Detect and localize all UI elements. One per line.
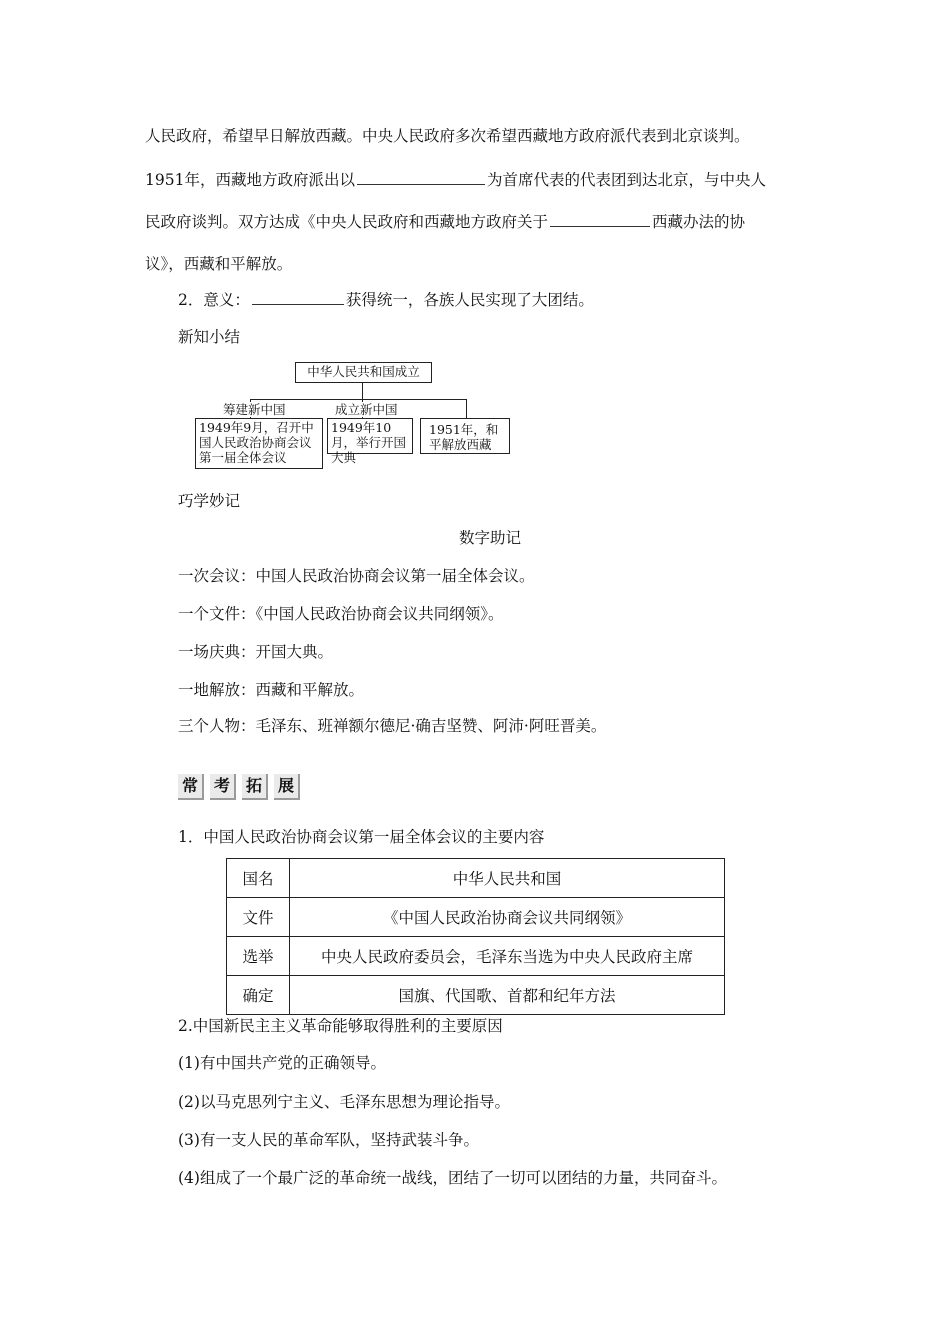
table-value: 国旗、代国歌、首都和纪年方法 [290, 976, 725, 1015]
answer-blank[interactable] [252, 290, 344, 305]
mnemonic-item: 三个人物：毛泽东、班禅额尔德尼·确吉坚赞、阿沛·阿旺晋美。 [178, 717, 607, 735]
text-fragment: 1951年，西藏地方政府派出以 [145, 171, 355, 189]
paragraph-line: 人民政府，希望早日解放西藏。中央人民政府多次希望西藏地方政府派代表到北京谈判。 [145, 127, 750, 145]
diagram-root-box: 中华人民共和国成立 [295, 362, 432, 383]
mnemonic-item: 一个文件：《中国人民政治协商会议共同纲领》。 [178, 605, 504, 623]
section-header-char: 拓 [242, 774, 268, 800]
table-key: 文件 [227, 898, 290, 937]
table-key: 选举 [227, 937, 290, 976]
text-fragment: 民政府谈判。双方达成《中央人民政府和西藏地方政府关于 [145, 213, 549, 231]
section-header-char: 展 [274, 774, 300, 800]
section-header-char: 常 [178, 774, 204, 800]
paragraph-line [145, 170, 766, 190]
summary-title: 新知小结 [178, 328, 241, 346]
table-row [227, 859, 725, 898]
mnemonic-item: 一场庆典：开国大典。 [178, 643, 334, 661]
cppcc-content-table [226, 858, 725, 1015]
answer-blank[interactable] [357, 170, 485, 185]
reason-item: (3)有一支人民的革命军队，坚持武装斗争。 [178, 1131, 479, 1149]
item1-title: 1．中国人民政治协商会议第一届全体会议的主要内容 [178, 828, 545, 846]
paragraph-line: 议》，西藏和平解放。 [145, 255, 293, 273]
mnemonic-item: 一次会议：中国人民政治协商会议第一届全体会议。 [178, 567, 535, 585]
significance-line [178, 290, 594, 310]
connector-line [250, 399, 466, 400]
table-value: 中央人民政府委员会，毛泽东当选为中央人民政府主席 [290, 937, 725, 976]
memory-title: 巧学妙记 [178, 492, 241, 510]
mnemonic-title: 数字助记 [459, 529, 522, 547]
answer-blank[interactable] [550, 212, 650, 227]
text-fragment: 为首席代表的代表团到达北京，与中央人 [486, 171, 766, 189]
table-value: 《中国人民政治协商会议共同纲领》 [290, 898, 725, 937]
table-key: 确定 [227, 976, 290, 1015]
diagram-box-tibet: 1951年，和平解放西藏 [420, 418, 510, 454]
text-fragment: 获得统一，各族人民实现了大团结。 [345, 291, 594, 309]
text-fragment: 西藏办法的协 [652, 213, 746, 231]
connector-line [466, 399, 467, 418]
item2-title: 2.中国新民主主义革命能够取得胜利的主要原因 [178, 1017, 503, 1035]
reason-item: (2)以马克思列宁主义、毛泽东思想为理论指导。 [178, 1093, 510, 1111]
branch-label-founding: 成立新中国 [335, 402, 398, 417]
reason-item: (4)组成了一个最广泛的革命统一战线，团结了一切可以团结的力量，共同奋斗。 [178, 1169, 727, 1187]
diagram-box-ceremony: 1949年10月，举行开国大典 [327, 418, 413, 454]
connector-line [362, 383, 363, 399]
table-key: 国名 [227, 859, 290, 898]
paragraph-line [145, 212, 745, 232]
section-header [178, 774, 300, 800]
table-row [227, 937, 725, 976]
section-header-char: 考 [210, 774, 236, 800]
diagram-box-cppcc: 1949年9月，召开中国人民政治协商会议第一届全体会议 [195, 418, 323, 469]
table-row [227, 976, 725, 1015]
branch-label-preparation: 筹建新中国 [223, 402, 286, 417]
table-value: 中华人民共和国 [290, 859, 725, 898]
text-fragment: 2．意义： [178, 291, 250, 309]
reason-item: (1)有中国共产党的正确领导。 [178, 1054, 386, 1072]
table-row [227, 898, 725, 937]
mnemonic-item: 一地解放：西藏和平解放。 [178, 681, 365, 699]
